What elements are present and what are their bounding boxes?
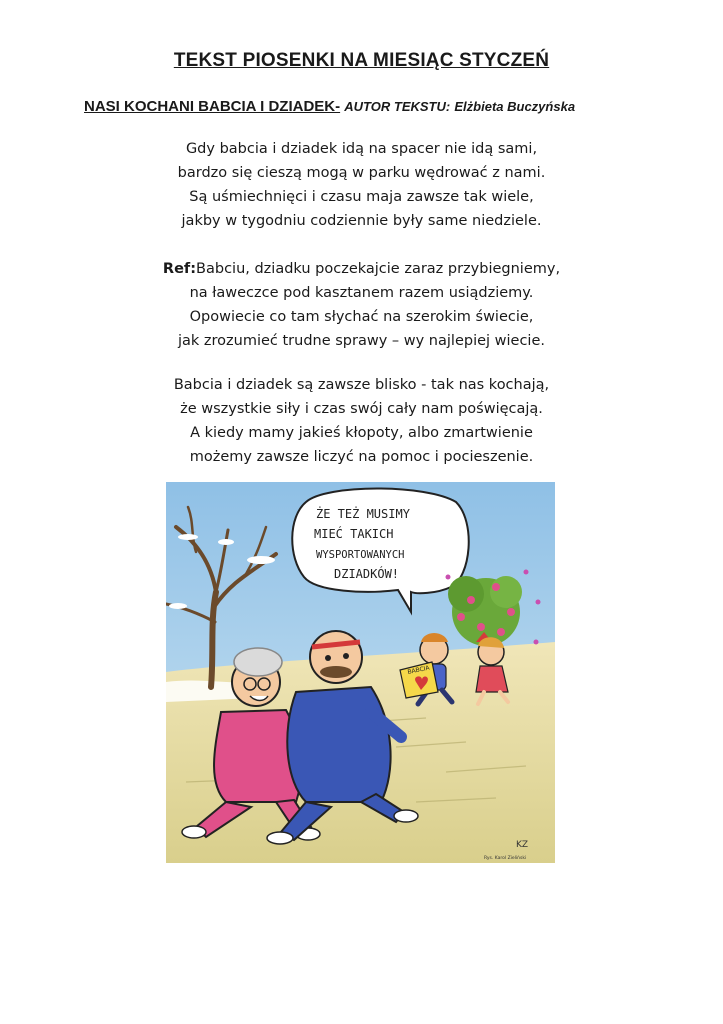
bubble-line: WYSPORTOWANYCH [316, 549, 405, 561]
lyric-line: jak zrozumieć trudne sprawy – wy najlepiej wiecie. [177, 333, 545, 349]
lyric-line: Opowiecie co tam słychać na szerokim świecie, [189, 309, 534, 325]
author-label: AUTOR TEKSTU: [344, 99, 451, 114]
lyric-line: że wszystkie siły i czas swój cały nam poświęcają. [180, 401, 543, 417]
lyric-line [0, 257, 723, 281]
card-text: BABCIA [406, 664, 431, 676]
lyric-line: możemy zawsze liczyć na pomoc i pocieszenie. [189, 449, 534, 465]
lyric-line: Gdy babcia i dziadek idą na spacer nie idą sami, [185, 141, 538, 157]
artist-signature: KZ [516, 840, 529, 850]
song-title: NASI KOCHANI BABCIA I DZIADEK- [84, 98, 341, 115]
song-heading [84, 98, 575, 115]
lyric-line: bardzo się cieszą mogą w parku wędrować z nami. [177, 165, 546, 181]
lyric-line: Są uśmiechnięci i czasu maja zawsze tak wiele, [189, 189, 534, 205]
author-name: Elżbieta Buczyńska [454, 99, 576, 114]
verse-1 [0, 137, 723, 233]
lyric-text: Babciu, dziadku poczekajcie zaraz przybiegniemy, [196, 261, 561, 277]
page-title: TEKST PIOSENKI NA MIESIĄC STYCZEŃ [173, 50, 550, 71]
bubble-line: MIEĆ TAKICH [314, 527, 394, 541]
verse-2 [0, 373, 723, 469]
bubble-line: DZIADKÓW! [334, 567, 400, 581]
lyric-line: jakby w tygodniu codziennie były same niedziele. [181, 213, 542, 229]
cartoon-svg [166, 482, 555, 863]
lyric-line: na ławeczce pod kasztanem razem usiądziemy. [189, 285, 534, 301]
artist-credit: Rys. Karol Zieliński [484, 856, 527, 861]
cartoon-illustration [166, 482, 555, 863]
refrain [0, 257, 723, 353]
refrain-label: Ref: [162, 261, 197, 277]
lyric-line: Babcia i dziadek są zawsze blisko - tak nas kochają, [173, 377, 550, 393]
mustache [320, 666, 352, 678]
lyric-line: A kiedy mamy jakieś kłopoty, albo zmartwienie [190, 425, 533, 441]
bubble-line: ŻE TEŻ MUSIMY [316, 507, 410, 521]
